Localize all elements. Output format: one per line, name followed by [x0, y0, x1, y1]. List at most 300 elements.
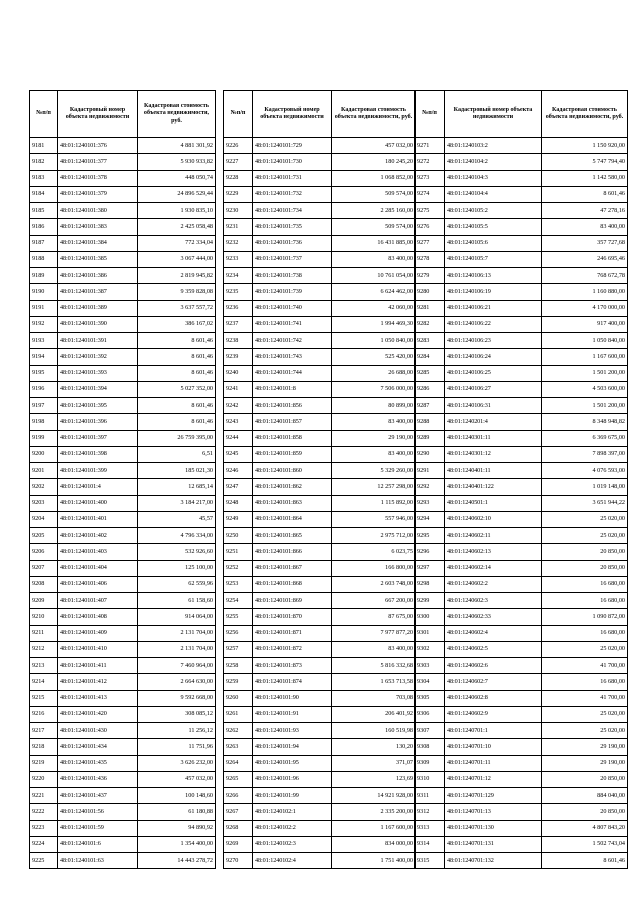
cadastral-value: 1 501 200,00	[542, 365, 628, 381]
row-number: 9244	[224, 430, 253, 446]
cadastral-value: 185 021,30	[138, 463, 216, 479]
cadastral-number: 48:01:1240101:744	[253, 365, 332, 381]
header-num: №п/п	[30, 91, 58, 138]
cadastral-number: 48:01:1240106:21	[445, 300, 542, 316]
row-number: 9233	[224, 251, 253, 267]
row-number: 9282	[415, 316, 445, 332]
table-row	[224, 365, 416, 381]
table-row	[224, 788, 416, 804]
row-number: 9211	[30, 625, 58, 641]
cadastral-value: 166 800,00	[332, 560, 416, 576]
row-number: 9263	[224, 739, 253, 755]
table-row	[224, 381, 416, 397]
cadastral-value: 5 329 260,00	[332, 463, 416, 479]
row-number: 9230	[224, 203, 253, 219]
row-number: 9243	[224, 414, 253, 430]
cadastral-value: 83 400,00	[542, 219, 628, 235]
row-number: 9212	[30, 641, 58, 657]
table-row	[415, 576, 628, 592]
cadastral-value: 41 700,00	[542, 658, 628, 674]
cadastral-number: 48:01:1240105:5	[445, 219, 542, 235]
cadastral-number: 48:01:1240401:122	[445, 479, 542, 495]
cadastral-number: 48:01:1240104:4	[445, 186, 542, 202]
cadastral-number: 48:01:1240101:406	[58, 576, 138, 592]
cadastral-number: 48:01:1240106:23	[445, 333, 542, 349]
cadastral-number: 48:01:1240301:12	[445, 446, 542, 462]
cadastral-number: 48:01:1240101:390	[58, 316, 138, 332]
cadastral-number: 48:01:1240602:11	[445, 528, 542, 544]
table-row	[415, 544, 628, 560]
cadastral-number: 48:01:1240602:33	[445, 609, 542, 625]
table-row	[30, 625, 216, 641]
cadastral-value: 6 023,75	[332, 544, 416, 560]
row-number: 9215	[30, 690, 58, 706]
cadastral-number: 48:01:1240701:12	[445, 771, 542, 787]
row-number: 9247	[224, 479, 253, 495]
row-number: 9209	[30, 593, 58, 609]
cadastral-value: 834 000,00	[332, 836, 416, 852]
table-row	[224, 706, 416, 722]
cadastral-value: 29 190,00	[542, 739, 628, 755]
cadastral-value: 83 400,00	[332, 641, 416, 657]
cadastral-number: 48:01:1240602:13	[445, 544, 542, 560]
row-number: 9241	[224, 381, 253, 397]
table-row	[415, 446, 628, 462]
header-row	[415, 91, 628, 138]
row-number: 9245	[224, 446, 253, 462]
table-row	[415, 625, 628, 641]
cadastral-number: 48:01:1240701:1	[445, 723, 542, 739]
cadastral-value: 130,20	[332, 739, 416, 755]
table-row	[415, 706, 628, 722]
row-number: 9218	[30, 739, 58, 755]
row-number: 9228	[224, 170, 253, 186]
cadastral-number: 48:01:1240101:856	[253, 398, 332, 414]
cadastral-number: 48:01:1240101:739	[253, 284, 332, 300]
cadastral-number: 48:01:1240101:860	[253, 463, 332, 479]
cadastral-value: 125 100,00	[138, 560, 216, 576]
table-row	[30, 154, 216, 170]
row-number: 9201	[30, 463, 58, 479]
cadastral-value: 525 420,00	[332, 349, 416, 365]
cadastral-value: 7 506 000,00	[332, 381, 416, 397]
table-row	[30, 593, 216, 609]
row-number: 9286	[415, 381, 445, 397]
table-row	[224, 430, 416, 446]
row-number: 9251	[224, 544, 253, 560]
table-row	[30, 430, 216, 446]
cadastral-value: 917 400,00	[542, 316, 628, 332]
cadastral-number: 48:01:1240602:3	[445, 593, 542, 609]
table-row	[30, 414, 216, 430]
cadastral-number: 48:01:1240101:93	[253, 723, 332, 739]
row-number: 9197	[30, 398, 58, 414]
table-row	[415, 739, 628, 755]
row-number: 9301	[415, 625, 445, 641]
row-number: 9278	[415, 251, 445, 267]
row-number: 9281	[415, 300, 445, 316]
cadastral-value: 12 685,14	[138, 479, 216, 495]
row-number: 9265	[224, 771, 253, 787]
cadastral-value: 160 519,98	[332, 723, 416, 739]
cadastral-number: 48:01:1240101:870	[253, 609, 332, 625]
table-row	[30, 235, 216, 251]
cadastral-value: 4 796 334,00	[138, 528, 216, 544]
cadastral-value: 80 899,00	[332, 398, 416, 414]
cadastral-number: 48:01:1240101:396	[58, 414, 138, 430]
row-number: 9299	[415, 593, 445, 609]
cadastral-number: 48:01:1240101:742	[253, 333, 332, 349]
cadastral-number: 48:01:1240103:2	[445, 138, 542, 154]
table-row	[30, 170, 216, 186]
cadastral-number: 48:01:1240101:8	[253, 381, 332, 397]
cadastral-number: 48:01:1240101:865	[253, 528, 332, 544]
table-row	[415, 593, 628, 609]
table-row	[224, 641, 416, 657]
cadastral-value: 5 027 352,00	[138, 381, 216, 397]
cadastral-value: 11 751,96	[138, 739, 216, 755]
cadastral-value: 20 850,00	[542, 771, 628, 787]
cadastral-value: 8 348 948,82	[542, 414, 628, 430]
row-number: 9293	[415, 495, 445, 511]
row-number: 9268	[224, 820, 253, 836]
cadastral-value: 16 680,00	[542, 576, 628, 592]
table-row	[30, 268, 216, 284]
cadastral-value: 5 816 332,68	[332, 658, 416, 674]
cadastral-number: 48:01:1240106:22	[445, 316, 542, 332]
cadastral-number: 48:01:1240101:873	[253, 658, 332, 674]
row-number: 9186	[30, 219, 58, 235]
table-row	[224, 349, 416, 365]
cadastral-value: 5 930 933,82	[138, 154, 216, 170]
table-row	[415, 414, 628, 430]
row-number: 9184	[30, 186, 58, 202]
table-row	[224, 674, 416, 690]
cadastral-value: 667 200,00	[332, 593, 416, 609]
cadastral-number: 48:01:1240101:859	[253, 446, 332, 462]
table-row	[30, 690, 216, 706]
table-row	[30, 381, 216, 397]
table-row	[415, 820, 628, 836]
row-number: 9276	[415, 219, 445, 235]
row-number: 9287	[415, 398, 445, 414]
table-row	[30, 316, 216, 332]
table-row	[224, 479, 416, 495]
row-number: 9198	[30, 414, 58, 430]
cadastral-value: 8 601,46	[542, 186, 628, 202]
table-row	[224, 658, 416, 674]
cadastral-number: 48:01:1240101:434	[58, 739, 138, 755]
cadastral-value: 5 747 794,40	[542, 154, 628, 170]
row-number: 9309	[415, 755, 445, 771]
row-number: 9204	[30, 511, 58, 527]
table-row	[30, 853, 216, 869]
cadastral-value: 100 148,60	[138, 788, 216, 804]
cadastral-value: 11 256,12	[138, 723, 216, 739]
cadastral-number: 48:01:1240101:6	[58, 836, 138, 852]
cadastral-number: 48:01:1240101:378	[58, 170, 138, 186]
table-row	[224, 154, 416, 170]
cadastral-value: 25 020,00	[542, 528, 628, 544]
cadastral-number: 48:01:1240106:25	[445, 365, 542, 381]
table-row	[30, 658, 216, 674]
cadastral-value: 29 190,00	[542, 755, 628, 771]
row-number: 9306	[415, 706, 445, 722]
table-row	[224, 284, 416, 300]
row-number: 9296	[415, 544, 445, 560]
row-number: 9271	[415, 138, 445, 154]
row-number: 9200	[30, 446, 58, 462]
cadastral-value: 1 501 200,00	[542, 398, 628, 414]
cadastral-number: 48:01:1240102:4	[253, 853, 332, 869]
cadastral-value: 20 850,00	[542, 544, 628, 560]
cadastral-number: 48:01:1240101:730	[253, 154, 332, 170]
cadastral-value: 6,51	[138, 446, 216, 462]
header-num: №п/п	[415, 91, 445, 138]
cadastral-number: 48:01:1240101:395	[58, 398, 138, 414]
table-row	[30, 739, 216, 755]
row-number: 9229	[224, 186, 253, 202]
cadastral-number: 48:01:1240101:411	[58, 658, 138, 674]
row-number: 9242	[224, 398, 253, 414]
table-row	[30, 641, 216, 657]
cadastral-value: 12 257 298,00	[332, 479, 416, 495]
cadastral-number: 48:01:1240101:430	[58, 723, 138, 739]
cadastral-number: 48:01:1240102:2	[253, 820, 332, 836]
table-row	[415, 609, 628, 625]
cadastral-value: 246 695,46	[542, 251, 628, 267]
cadastral-value: 8 601,46	[138, 333, 216, 349]
cadastral-number: 48:01:1240101:872	[253, 641, 332, 657]
cadastral-number: 48:01:1240401:11	[445, 463, 542, 479]
row-number: 9298	[415, 576, 445, 592]
cadastral-number: 48:01:1240101:394	[58, 381, 138, 397]
row-number: 9232	[224, 235, 253, 251]
row-number: 9210	[30, 609, 58, 625]
cadastral-value: 308 085,12	[138, 706, 216, 722]
cadastral-number: 48:01:1240701:10	[445, 739, 542, 755]
table-row	[30, 528, 216, 544]
cadastral-table-2	[223, 90, 416, 869]
table-row	[30, 511, 216, 527]
cadastral-number: 48:01:1240101:389	[58, 300, 138, 316]
row-number: 9182	[30, 154, 58, 170]
cadastral-number: 48:01:1240104:3	[445, 170, 542, 186]
cadastral-number: 48:01:1240101:863	[253, 495, 332, 511]
row-number: 9294	[415, 511, 445, 527]
cadastral-value: 1 751 400,00	[332, 853, 416, 869]
row-number: 9234	[224, 268, 253, 284]
cadastral-value: 1 090 872,00	[542, 609, 628, 625]
cadastral-value: 532 926,60	[138, 544, 216, 560]
row-number: 9222	[30, 804, 58, 820]
table-row	[415, 836, 628, 852]
table-row	[30, 349, 216, 365]
header-cadastral-number: Кадастровый номер объекта недвижимости	[58, 91, 138, 138]
cadastral-value: 557 946,00	[332, 511, 416, 527]
row-number: 9280	[415, 284, 445, 300]
cadastral-number: 48:01:1240501:1	[445, 495, 542, 511]
cadastral-value: 94 890,92	[138, 820, 216, 836]
cadastral-value: 2 603 748,00	[332, 576, 416, 592]
row-number: 9203	[30, 495, 58, 511]
cadastral-value: 1 068 852,00	[332, 170, 416, 186]
header-cadastral-value: Кадастровая стоимость объекта недвижимости, руб.	[542, 91, 628, 138]
cadastral-value: 386 167,02	[138, 316, 216, 332]
row-number: 9259	[224, 674, 253, 690]
table-row	[224, 739, 416, 755]
cadastral-number: 48:01:1240301:11	[445, 430, 542, 446]
cadastral-value: 1 115 892,00	[332, 495, 416, 511]
cadastral-value: 62 559,96	[138, 576, 216, 592]
table-row	[30, 495, 216, 511]
cadastral-number: 48:01:1240101:437	[58, 788, 138, 804]
row-number: 9260	[224, 690, 253, 706]
row-number: 9284	[415, 349, 445, 365]
row-number: 9237	[224, 316, 253, 332]
row-number: 9257	[224, 641, 253, 657]
table-row	[30, 560, 216, 576]
cadastral-value: 357 727,68	[542, 235, 628, 251]
cadastral-value: 20 850,00	[542, 804, 628, 820]
cadastral-value: 14 921 928,00	[332, 788, 416, 804]
cadastral-number: 48:01:1240101:383	[58, 219, 138, 235]
cadastral-number: 48:01:1240106:13	[445, 268, 542, 284]
table-row	[30, 463, 216, 479]
cadastral-value: 2 131 704,00	[138, 641, 216, 657]
row-number: 9189	[30, 268, 58, 284]
row-number: 9217	[30, 723, 58, 739]
table-row	[30, 398, 216, 414]
cadastral-number: 48:01:1240101:857	[253, 414, 332, 430]
cadastral-value: 8 601,46	[138, 365, 216, 381]
cadastral-number: 48:01:1240101:59	[58, 820, 138, 836]
cadastral-number: 48:01:1240602:6	[445, 658, 542, 674]
cadastral-number: 48:01:1240101:90	[253, 690, 332, 706]
cadastral-number: 48:01:1240101:380	[58, 203, 138, 219]
cadastral-value: 45,57	[138, 511, 216, 527]
cadastral-table-1	[29, 90, 216, 869]
row-number: 9226	[224, 138, 253, 154]
table-row	[415, 511, 628, 527]
table-row	[415, 235, 628, 251]
table-row	[30, 771, 216, 787]
row-number: 9219	[30, 755, 58, 771]
row-number: 9288	[415, 414, 445, 430]
table-row	[415, 219, 628, 235]
cadastral-number: 48:01:1240101:420	[58, 706, 138, 722]
table-row	[224, 755, 416, 771]
table-row	[415, 430, 628, 446]
cadastral-value: 20 850,00	[542, 560, 628, 576]
cadastral-value: 47 278,16	[542, 203, 628, 219]
cadastral-number: 48:01:1240602:7	[445, 674, 542, 690]
cadastral-number: 48:01:1240101:385	[58, 251, 138, 267]
table-row	[224, 593, 416, 609]
row-number: 9221	[30, 788, 58, 804]
cadastral-value: 2 425 058,48	[138, 219, 216, 235]
row-number: 9190	[30, 284, 58, 300]
cadastral-value: 3 637 557,72	[138, 300, 216, 316]
row-number: 9315	[415, 853, 445, 869]
cadastral-number: 48:01:1240101:729	[253, 138, 332, 154]
row-number: 9187	[30, 235, 58, 251]
cadastral-number: 48:01:1240101:95	[253, 755, 332, 771]
cadastral-value: 3 067 444,00	[138, 251, 216, 267]
table-row	[30, 333, 216, 349]
table-row	[415, 495, 628, 511]
table-row	[30, 804, 216, 820]
cadastral-value: 9 592 668,00	[138, 690, 216, 706]
header-cadastral-number: Кадастровый номер объекта недвижимости	[445, 91, 542, 138]
cadastral-number: 48:01:1240101:408	[58, 609, 138, 625]
table-row	[415, 479, 628, 495]
row-number: 9258	[224, 658, 253, 674]
cadastral-value: 7 460 964,00	[138, 658, 216, 674]
cadastral-value: 1 502 743,04	[542, 836, 628, 852]
row-number: 9220	[30, 771, 58, 787]
cadastral-number: 48:01:1240105:2	[445, 203, 542, 219]
table-row	[224, 446, 416, 462]
cadastral-value: 509 574,00	[332, 219, 416, 235]
cadastral-value: 25 020,00	[542, 706, 628, 722]
cadastral-value: 1 160 880,00	[542, 284, 628, 300]
cadastral-number: 48:01:1240101:435	[58, 755, 138, 771]
row-number: 9223	[30, 820, 58, 836]
row-number: 9250	[224, 528, 253, 544]
cadastral-number: 48:01:1240602:4	[445, 625, 542, 641]
row-number: 9275	[415, 203, 445, 219]
table-row	[30, 203, 216, 219]
cadastral-number: 48:01:1240101:391	[58, 333, 138, 349]
cadastral-value: 7 977 877,20	[332, 625, 416, 641]
table-row	[30, 820, 216, 836]
table-row	[415, 300, 628, 316]
row-number: 9205	[30, 528, 58, 544]
cadastral-number: 48:01:1240101:867	[253, 560, 332, 576]
cadastral-number: 48:01:1240701:13	[445, 804, 542, 820]
table-row	[224, 138, 416, 154]
cadastral-table-3	[414, 90, 628, 869]
cadastral-value: 2 664 630,00	[138, 674, 216, 690]
row-number: 9261	[224, 706, 253, 722]
cadastral-value: 1 354 400,00	[138, 836, 216, 852]
cadastral-number: 48:01:1240105:6	[445, 235, 542, 251]
cadastral-value: 457 032,00	[332, 138, 416, 154]
header-num: №п/п	[224, 91, 253, 138]
cadastral-number: 48:01:1240602:10	[445, 511, 542, 527]
row-number: 9224	[30, 836, 58, 852]
cadastral-number: 48:01:1240101:731	[253, 170, 332, 186]
cadastral-number: 48:01:1240101:737	[253, 251, 332, 267]
cadastral-value: 4 503 600,00	[542, 381, 628, 397]
cadastral-number: 48:01:1240101:384	[58, 235, 138, 251]
cadastral-number: 48:01:1240602:9	[445, 706, 542, 722]
cadastral-number: 48:01:1240602:2	[445, 576, 542, 592]
row-number: 9256	[224, 625, 253, 641]
cadastral-value: 768 672,78	[542, 268, 628, 284]
table-row	[224, 414, 416, 430]
cadastral-number: 48:01:1240101:874	[253, 674, 332, 690]
cadastral-number: 48:01:1240101:858	[253, 430, 332, 446]
row-number: 9207	[30, 560, 58, 576]
cadastral-number: 48:01:1240101:99	[253, 788, 332, 804]
cadastral-number: 48:01:1240101:376	[58, 138, 138, 154]
cadastral-number: 48:01:1240602:5	[445, 641, 542, 657]
table-row	[30, 609, 216, 625]
table-row	[30, 836, 216, 852]
row-number: 9191	[30, 300, 58, 316]
